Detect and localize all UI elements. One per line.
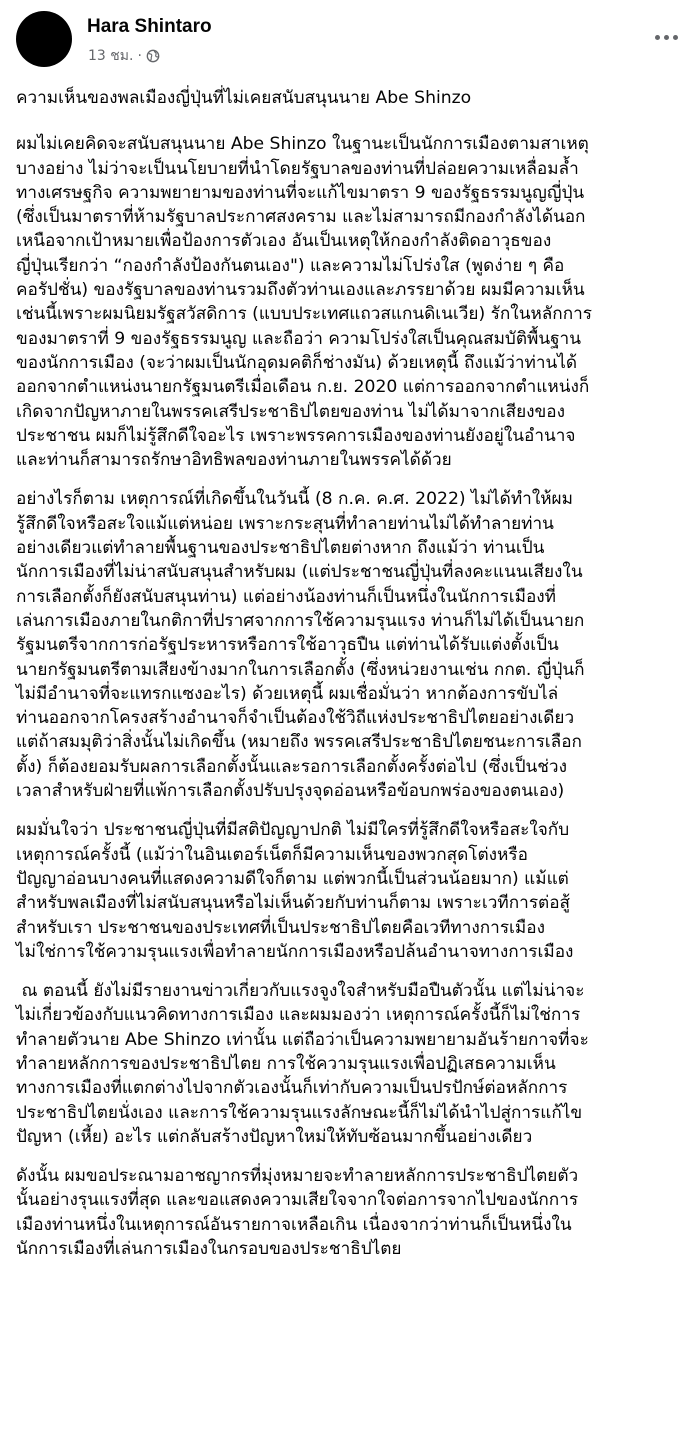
post-content (16, 86, 680, 1276)
post-title: ความเห็นของพลเมืองญี่ปุ่นที่ไม่เคยสนับสนุนนาย Abe Shinzo (16, 88, 472, 108)
globe-icon[interactable] (146, 49, 160, 63)
post-meta (88, 45, 160, 67)
author-name[interactable]: Hara Shintaro (87, 16, 212, 37)
more-options-button[interactable] (648, 23, 684, 51)
meta-separator: · (137, 48, 142, 64)
post-paragraph-4: ณ ตอนนี้ ยังไม่มีรายงานข่าวเกี่ยวกับแรงจูงใจสำหรับมือปืนตัวนั้น แต่ไม่น่าจะ ไม่เกี่ยวข้องกับแนวคิดทางการเมือง และผมมองว่า เหตุการณ์ครั้งนี้ก็ไม่ใช่การ ทำลายตัวนาย Abe Shinzo เท่านั้น แต่ถือว่าเป็นความพยายามอันร้ายกาจที่จะ ทำลายหลักการของประชาธิปไตย การใช้ความรุนแรงเพื่อปฏิเสธความเห็น ทางการเมืองที่แตกต่างไปจากตัวเองนั้นก็เท่ากับความเป็นปรปักษ์ต่อหลักการ ประชาธิปไตยนั่งเอง และการใช้ความรุนแรงลักษณะนี้ก็ไม่ได้นำไปสู่การแก้ไข ปัญหา (เหี้ย) อะไร แต่กลับสร้างปัญหาใหม่ให้ทับซ้อนมากขึ้นอย่างเดียว (16, 981, 589, 1147)
post-paragraph-2: อย่างไรก็ตาม เหตุการณ์ที่เกิดขึ้นในวันนี้ (8 ก.ค. ค.ศ. 2022) ไม่ได้ทำให้ผม รู้สึกดีใจหรือสะใจแม้แต่หน่อย เพราะกระสุนที่ทำลายท่านไม่ได้ทำลายท่าน อย่างเดียวแต่ทำลายพื้นฐานของประชาธิปไตยต่างหาก ถึงแม้ว่า ท่านเป็น นักการเมืองที่ไม่น่าสนับสนุนสำหรับผม (แต่ประชาชนญี่ปุ่นที่ลงคะแนนเสียงใน การเลือกตั้งก็ยังสนับสนุนท่าน) แต่อย่างน้องท่านก็เป็นหนึ่งในนักการเมืองที่ เล่นการเมืองภายในกติกาที่ปราศจากการใช้ความรุนแรง ท่านก็ไม่ได้เป็นนายก รัฐมนตรีจากการก่อรัฐประหารหรือการใช้อาวุธปืน แต่ท่านได้รับแต่งตั้งเป็น นายกรัฐมนตรีตามเสียงข้างมากในการเลือกตั้ง (ซึ่งหน่วยงานเช่น กกต. ญี่ปุ่นก็ ไม่มีอำนาจที่จะแทรกแซงอะไร) ด้วยเหตุนี้ ผมเชื่อมั่นว่า หากต้องการขับไล่ ท่านออกจากโครงสร้างอำนาจก็จำเป็นต้องใช้วิถีแห่งประชาธิปไตยอย่างเดียว แต่ถ้าสมมุติว่าสิ่งนั้นไม่เกิดขึ้น (หมายถึง พรรคเสรีประชาธิปไตยชนะการเลือก ตั้ง) ก็ต้องยอมรับผลการเลือกตั้งนั้นและรอการเลือกตั้งครั้งต่อไป (ซึ่งเป็นช่วง เวลาสำหรับฝ่ายที่แพ้การเลือกตั้งปรับปรุงจุดอ่อนหรือข้อบกพร่องของตนเอง) (16, 489, 585, 802)
post-header (16, 11, 684, 67)
post-paragraph-5: ดังนั้น ผมขอประณามอาชญากรที่มุ่งหมายจะทำลายหลักการประชาธิปไตยตัว นั้นอย่างรุนแรงที่สุด และขอแสดงความเสียใจจากใจต่อการจากไปของนักการ เมืองท่านหนึ่งในเหตุการณ์อันรายกาจเหลือเกิน เนื่องจากว่าท่านก็เป็นหนึ่งใน นักการเมืองที่เล่นการเมืองในกรอบของประชาธิปไตย (16, 1166, 579, 1260)
post-timestamp[interactable]: 13 ชม. (88, 48, 134, 64)
post-paragraph-1: ผมไม่เคยคิดจะสนับสนุนนาย Abe Shinzo ในฐานะเป็นนักการเมืองตามสาเหตุ บางอย่าง ไม่ว่าจะเป็นนโยบายที่นำโดยรัฐบาลของท่านที่ปล่อยความเหลื่อมล้ำ ทางเศรษฐกิจ ความพยายามของท่านที่จะแก้ไขมาตรา 9 ของรัฐธรรมนูญญี่ปุ่น (ซึ่งเป็นมาตราที่ห้ามรัฐบาลประกาศสงคราม และไม่สามารถมีกองกำลังได้นอก เหนือจากเป้าหมายเพื่อป้องการตัวเอง อันเป็นเหตุให้กองกำลังติดอาวุธของ ญี่ปุ่นเรียกว่า “กองกำลังป้องกันตนเอง") และความไม่โปร่งใส (พูดง่าย ๆ คือ คอรัปชั่น) ของรัฐบาลของท่านรวมถึงตัวท่านเองและภรรยาด้วย ผมมีความเห็น เช่นนี้เพราะผมนิยมรัฐสวัสดิการ (แบบประเทศแถวสแกนดิเนเวีย) รักในหลักการ ของมาตราที่ 9 ของรัฐธรรมนูญ และถือว่า ความโปร่งใสเป็นคุณสมบัติพื้นฐาน ของนักการเมือง (จะว่าผมเป็นนักอุดมคติก็ช่างมัน) ด้วยเหตุนี้ ถึงแม้ว่าท่านได้ ออกจากตำแหน่งนายกรัฐมนตรีเมื่อเดือน ก.ย. 2020 แต่การออกจากตำแหน่งก็ เกิดจากปัญหาภายในพรรคเสรีประชาธิปไตยของท่าน ไม่ได้มาจากเสียงของ ประชาชน ผมก็ไม่รู้สึกดีใจอะไร เพราะพรรคการเมืองของท่านยังอยู่ในอำนาจ และท่านก็สามารถรักษาอิทธิพลของท่านภายในพรรคได้ด้วย (16, 134, 593, 471)
more-horizontal-icon (655, 35, 678, 40)
avatar[interactable] (16, 11, 72, 67)
post-paragraph-3: ผมมั่นใจว่า ประชาชนญี่ปุ่นที่มีสติปัญญาปกติ ไม่มีใครที่รู้สึกดีใจหรือสะใจกับ เหตุการณ์ครั้งนี้ (แม้ว่าในอินเตอร์เน็ตก็มีความเห็นของพวกสุดโต่งหรือ ปัญญาอ่อนบางคนที่แสดงความดีใจก็ตาม แต่พวกนี้เป็นส่วนน้อยมาก) แม้แต่ สำหรับพลเมืองที่ไม่สนับสนุนหรือไม่เห็นด้วยกับท่านก็ตาม เพราะเวทีการต่อสู้ สำหรับเรา ประชาชนของประเทศที่เป็นประชาธิปไตยคือเวทีทางการเมือง ไม่ใช่การใช้ความรุนแรงเพื่อทำลายนักการเมืองหรือปล้นอำนาจทางการเมือง (16, 820, 574, 962)
